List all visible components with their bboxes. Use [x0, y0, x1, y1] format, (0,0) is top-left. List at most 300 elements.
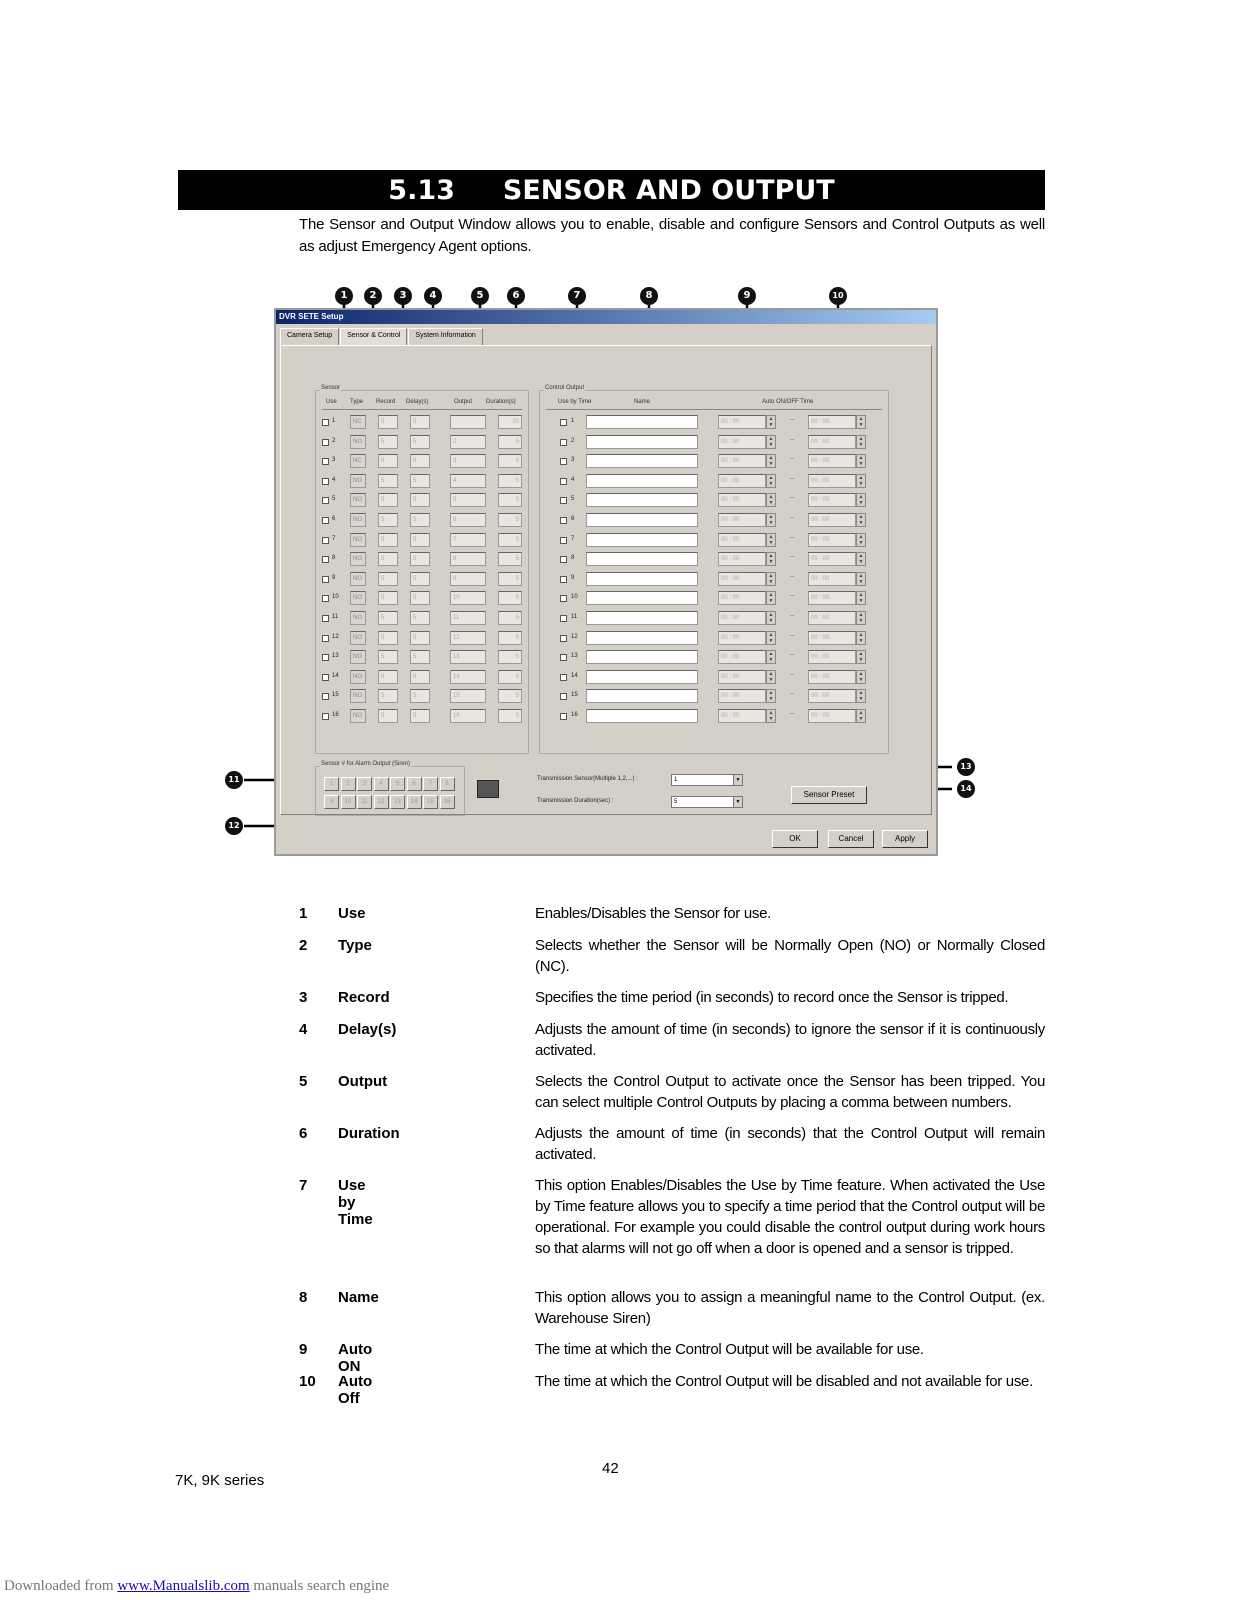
transmission-duration-select[interactable] — [671, 796, 743, 808]
time-separator: ~ — [790, 495, 795, 503]
auto-on-spinner[interactable] — [766, 572, 776, 586]
sensor-type-field[interactable]: NO — [350, 474, 366, 488]
sensor-output-field[interactable]: 11 — [450, 611, 486, 625]
auto-on-spinner[interactable] — [766, 650, 776, 664]
sensor-type-field[interactable]: NO — [350, 572, 366, 586]
sensor-use-checkbox[interactable] — [322, 615, 329, 622]
auto-off-spinner[interactable] — [856, 454, 866, 468]
tab-system-information[interactable]: System Information — [408, 328, 482, 346]
sensor-row — [316, 513, 528, 529]
window-titlebar: DVR SETE Setup — [276, 310, 936, 324]
auto-off-time-field[interactable]: 00 : 00 — [808, 415, 856, 429]
sensor-delay-field[interactable]: 5 — [410, 435, 430, 449]
time-separator: ~ — [790, 652, 795, 660]
auto-off-time-field[interactable]: 00 : 00 — [808, 454, 856, 468]
sensor-duration-field[interactable]: 5 — [498, 631, 522, 645]
sensor-use-checkbox[interactable] — [322, 517, 329, 524]
auto-off-spinner[interactable] — [856, 709, 866, 723]
sensor-use-checkbox[interactable] — [322, 556, 329, 563]
sensor-duration-field[interactable]: 5 — [498, 611, 522, 625]
auto-off-time-field[interactable]: 00 : 00 — [808, 670, 856, 684]
alarm-sensor-button[interactable]: 6 — [407, 777, 422, 791]
alarm-sensor-button[interactable]: 13 — [390, 795, 405, 809]
sensor-delay-field[interactable]: 5 — [410, 552, 430, 566]
sensor-duration-field[interactable]: 5 — [498, 435, 522, 449]
sensor-record-field[interactable]: 5 — [378, 493, 398, 507]
alarm-sensor-button[interactable]: 11 — [357, 795, 372, 809]
time-separator: ~ — [790, 534, 795, 542]
sensor-output-field[interactable]: 6 — [450, 513, 486, 527]
auto-on-spinner[interactable] — [766, 533, 776, 547]
spin-down-icon: ▼ — [768, 422, 774, 428]
control-name-field[interactable] — [586, 689, 698, 703]
alarm-sensor-button[interactable]: 3 — [357, 777, 372, 791]
sensor-use-checkbox[interactable] — [322, 713, 329, 720]
use-by-time-checkbox[interactable] — [560, 713, 567, 720]
sensor-row — [316, 454, 528, 470]
transmission-duration-label: Transmission Duration(sec) : — [537, 798, 614, 804]
sensor-row-number: 3 — [332, 457, 336, 464]
sensor-duration-field[interactable]: 5 — [498, 493, 522, 507]
sensor-record-field[interactable]: 5 — [378, 689, 398, 703]
sensor-record-field[interactable]: 5 — [378, 670, 398, 684]
sensor-use-checkbox[interactable] — [322, 537, 329, 544]
sensor-type-field[interactable]: NO — [350, 591, 366, 605]
sensor-use-checkbox[interactable] — [322, 478, 329, 485]
auto-off-time-field[interactable]: 00 : 00 — [808, 631, 856, 645]
sensor-record-field[interactable]: 5 — [378, 513, 398, 527]
auto-off-spinner[interactable] — [856, 474, 866, 488]
sensor-record-field[interactable]: 5 — [378, 572, 398, 586]
sensor-output-field[interactable]: 2 — [450, 435, 486, 449]
definition-number: 10 — [299, 1373, 316, 1390]
use-by-time-checkbox[interactable] — [560, 497, 567, 504]
spin-down-icon: ▼ — [768, 676, 774, 683]
sensor-preset-button[interactable]: Sensor Preset — [791, 786, 867, 804]
sensor-delay-field[interactable]: 5 — [410, 611, 430, 625]
use-by-time-checkbox[interactable] — [560, 556, 567, 563]
sensor-row — [316, 493, 528, 509]
auto-off-spinner[interactable] — [856, 670, 866, 684]
section-number: 5.13 — [388, 174, 455, 206]
control-name-field[interactable] — [586, 552, 698, 566]
apply-button[interactable]: Apply — [882, 830, 928, 848]
auto-on-spinner[interactable] — [766, 611, 776, 625]
callout-10: 10 — [829, 287, 847, 305]
sensor-record-field[interactable]: 5 — [378, 474, 398, 488]
auto-on-time-field[interactable]: 00 : 00 — [718, 454, 766, 468]
auto-off-time-field[interactable]: 00 : 00 — [808, 689, 856, 703]
sensor-output-field[interactable]: 5 — [450, 493, 486, 507]
sensor-record-field[interactable]: 5 — [378, 709, 398, 723]
sensor-row — [316, 533, 528, 549]
spin-up-icon: ▲ — [768, 533, 774, 540]
use-by-time-checkbox[interactable] — [560, 635, 567, 642]
callout-14: 14 — [957, 780, 975, 798]
sensor-use-checkbox[interactable] — [322, 576, 329, 583]
definition-term: Auto ON — [338, 1341, 373, 1375]
spin-down-icon: ▼ — [858, 500, 864, 507]
auto-off-spinner[interactable] — [856, 650, 866, 664]
auto-off-spinner[interactable] — [856, 552, 866, 566]
sensor-output-field[interactable]: 14 — [450, 670, 486, 684]
auto-on-spinner[interactable] — [766, 435, 776, 449]
auto-on-time-field[interactable]: 00 : 00 — [718, 572, 766, 586]
sensor-use-checkbox[interactable] — [322, 693, 329, 700]
use-by-time-checkbox[interactable] — [560, 693, 567, 700]
sensor-use-checkbox[interactable] — [322, 458, 329, 465]
sensor-row-number: 1 — [332, 418, 336, 424]
definition-description: The time at which the Control Output will be disabled and not available for use. — [535, 1373, 1033, 1390]
auto-off-spinner[interactable] — [856, 513, 866, 527]
auto-off-spinner[interactable] — [856, 435, 866, 449]
sensor-record-field[interactable]: 5 — [378, 611, 398, 625]
spin-up-icon: ▲ — [858, 494, 864, 501]
sensor-type-field[interactable]: NO — [350, 435, 366, 449]
sensor-output-field[interactable]: 4 — [450, 474, 486, 488]
sensor-duration-field[interactable]: 5 — [498, 474, 522, 488]
auto-on-time-field[interactable]: 00 : 00 — [718, 631, 766, 645]
auto-off-time-field[interactable]: 00 : 00 — [808, 650, 856, 664]
spin-up-icon: ▲ — [858, 455, 864, 462]
sensor-duration-field[interactable]: 5 — [498, 670, 522, 684]
auto-off-time-field[interactable]: 00 : 00 — [808, 709, 856, 723]
sensor-use-checkbox[interactable] — [322, 654, 329, 661]
sensor-use-checkbox[interactable] — [322, 635, 329, 642]
sensor-duration-field[interactable]: 5 — [498, 689, 522, 703]
auto-on-spinner[interactable] — [766, 709, 776, 723]
sensor-type-field[interactable]: NO — [350, 689, 366, 703]
auto-on-time-field[interactable]: 00 : 00 — [718, 689, 766, 703]
control-name-field[interactable] — [586, 474, 698, 488]
auto-off-time-field[interactable]: 00 : 00 — [808, 533, 856, 547]
sensor-row-number: 11 — [332, 614, 339, 620]
auto-on-spinner[interactable] — [766, 415, 776, 429]
alarm-sensor-button[interactable]: 10 — [341, 795, 356, 809]
control-name-field[interactable] — [586, 572, 698, 586]
definition-term: Record — [338, 989, 390, 1006]
sensor-record-field[interactable]: 5 — [378, 415, 398, 429]
definition-description: Adjusts the amount of time (in seconds) to ignore the sensor if it is continuously activated. — [535, 1021, 1045, 1059]
sensor-type-field[interactable]: NC — [350, 415, 366, 429]
sensor-duration-field[interactable]: 5 — [498, 533, 522, 547]
control-header-divider — [546, 409, 882, 410]
control-name-field[interactable] — [586, 709, 698, 723]
auto-on-time-field[interactable]: 00 : 00 — [718, 709, 766, 723]
auto-off-time-field[interactable]: 00 : 00 — [808, 474, 856, 488]
auto-on-time-field[interactable]: 00 : 00 — [718, 552, 766, 566]
auto-on-spinner[interactable] — [766, 474, 776, 488]
sensor-row — [316, 611, 528, 627]
spin-down-icon: ▼ — [768, 441, 774, 448]
sensor-duration-field[interactable]: 20 — [498, 415, 522, 429]
sensor-record-field[interactable]: 5 — [378, 454, 398, 468]
alarm-sensor-button[interactable]: 5 — [390, 777, 405, 791]
sensor-row — [316, 415, 528, 431]
sensor-delay-field[interactable]: 5 — [410, 415, 430, 429]
alarm-sensor-button[interactable]: 16 — [440, 795, 455, 809]
auto-on-spinner[interactable] — [766, 454, 776, 468]
sensor-row — [316, 709, 528, 725]
spin-down-icon: ▼ — [858, 716, 864, 722]
sensor-output-field[interactable]: 9 — [450, 572, 486, 586]
sensor-output-field[interactable]: 7 — [450, 533, 486, 547]
use-by-time-checkbox[interactable] — [560, 478, 567, 485]
sensor-type-field[interactable]: NO — [350, 513, 366, 527]
sensor-row — [316, 474, 528, 490]
use-by-time-checkbox[interactable] — [560, 654, 567, 661]
sensor-delay-field[interactable]: 5 — [410, 670, 430, 684]
sensor-type-field[interactable]: NO — [350, 493, 366, 507]
control-row-number: 14 — [571, 672, 578, 679]
control-name-field[interactable] — [586, 631, 698, 645]
spin-down-icon: ▼ — [768, 520, 774, 526]
sensor-delay-field[interactable]: 5 — [410, 454, 430, 468]
auto-off-spinner[interactable] — [856, 572, 866, 586]
auto-off-spinner[interactable] — [856, 493, 866, 507]
auto-off-time-field[interactable]: 00 : 00 — [808, 435, 856, 449]
spin-down-icon: ▼ — [858, 637, 864, 644]
time-separator: ~ — [790, 456, 795, 464]
ok-button[interactable]: OK — [772, 830, 818, 848]
auto-on-spinner[interactable] — [766, 493, 776, 507]
control-row-number: 13 — [571, 653, 578, 660]
sensor-delay-field[interactable]: 5 — [410, 513, 430, 527]
sensor-type-field[interactable]: NO — [350, 631, 366, 645]
sensor-use-checkbox[interactable] — [322, 497, 329, 504]
callout-1: 1 — [335, 287, 353, 305]
control-name-field[interactable] — [586, 611, 698, 625]
control-row-number: 11 — [571, 614, 578, 620]
control-name-field[interactable] — [586, 591, 698, 605]
sensor-record-field[interactable]: 5 — [378, 435, 398, 449]
control-name-field[interactable] — [586, 435, 698, 449]
use-by-time-checkbox[interactable] — [560, 439, 567, 446]
auto-off-spinner[interactable] — [856, 591, 866, 605]
spin-up-icon: ▲ — [858, 435, 864, 442]
definition-number: 8 — [299, 1289, 308, 1306]
control-output-row — [540, 435, 888, 451]
sensor-row — [316, 650, 528, 666]
time-separator: ~ — [790, 671, 795, 679]
control-output-row — [540, 552, 888, 568]
sensor-type-field[interactable]: NO — [350, 552, 366, 566]
control-name-field[interactable] — [586, 650, 698, 664]
cancel-button[interactable]: Cancel — [828, 830, 874, 848]
alarm-sensor-button[interactable]: 12 — [374, 795, 389, 809]
sensor-duration-field[interactable]: 5 — [498, 572, 522, 586]
sensor-use-checkbox[interactable] — [322, 439, 329, 446]
callout-6: 6 — [507, 287, 525, 305]
use-by-time-checkbox[interactable] — [560, 419, 567, 426]
header-use-by-time: Use by Time — [558, 399, 592, 405]
sensor-row-number: 15 — [332, 692, 339, 699]
callout-2: 2 — [364, 287, 382, 305]
spin-up-icon: ▲ — [858, 670, 864, 677]
auto-on-spinner[interactable] — [766, 631, 776, 645]
sensor-output-field[interactable]: 16 — [450, 709, 486, 723]
setup-window-screenshot — [274, 308, 938, 856]
auto-off-time-field[interactable]: 00 : 00 — [808, 552, 856, 566]
alarm-sensor-button[interactable]: 14 — [407, 795, 422, 809]
control-name-field[interactable] — [586, 493, 698, 507]
header-duration: Duration(s) — [486, 399, 516, 405]
auto-on-spinner[interactable] — [766, 513, 776, 527]
auto-on-time-field[interactable]: 00 : 00 — [718, 533, 766, 547]
sensor-delay-field[interactable]: 5 — [410, 689, 430, 703]
sensor-type-field[interactable]: NO — [350, 709, 366, 723]
auto-on-time-field[interactable]: 00 : 00 — [718, 650, 766, 664]
use-by-time-checkbox[interactable] — [560, 458, 567, 465]
spin-down-icon: ▼ — [768, 559, 774, 566]
alarm-sensor-button[interactable]: 7 — [423, 777, 438, 791]
use-by-time-checkbox[interactable] — [560, 674, 567, 681]
time-separator: ~ — [790, 691, 795, 699]
tab-sensor-control[interactable]: Sensor & Control — [340, 328, 407, 346]
sensor-delay-field[interactable]: 5 — [410, 709, 430, 723]
manualslib-link[interactable]: www.Manualslib.com — [117, 1578, 250, 1594]
transmission-sensor-select[interactable] — [671, 774, 743, 786]
definition-number: 3 — [299, 989, 308, 1006]
use-by-time-checkbox[interactable] — [560, 517, 567, 524]
use-by-time-checkbox[interactable] — [560, 595, 567, 602]
spin-up-icon: ▲ — [768, 592, 774, 599]
sensor-use-checkbox[interactable] — [322, 674, 329, 681]
auto-on-time-field[interactable]: 00 : 00 — [718, 611, 766, 625]
sensor-type-field[interactable]: NC — [350, 454, 366, 468]
control-output-row — [540, 415, 888, 431]
callout-4: 4 — [424, 287, 442, 305]
alarm-sensor-button[interactable]: 9 — [324, 795, 339, 809]
spin-up-icon: ▲ — [768, 670, 774, 677]
sensor-duration-field[interactable]: 5 — [498, 552, 522, 566]
sensor-type-field[interactable]: NO — [350, 650, 366, 664]
sensor-duration-field[interactable]: 5 — [498, 709, 522, 723]
control-name-field[interactable] — [586, 670, 698, 684]
auto-on-time-field[interactable]: 00 : 00 — [718, 474, 766, 488]
auto-on-time-field[interactable]: 00 : 00 — [718, 493, 766, 507]
control-output-row — [540, 670, 888, 686]
auto-off-spinner[interactable] — [856, 611, 866, 625]
control-output-row — [540, 454, 888, 470]
sensor-output-field[interactable]: 12 — [450, 631, 486, 645]
alarm-sensor-button[interactable]: 2 — [341, 777, 356, 791]
time-separator: ~ — [790, 613, 795, 620]
sensor-delay-field[interactable]: 5 — [410, 591, 430, 605]
auto-off-spinner[interactable] — [856, 631, 866, 645]
use-by-time-checkbox[interactable] — [560, 537, 567, 544]
sensor-duration-field[interactable]: 5 — [498, 650, 522, 664]
spin-up-icon: ▲ — [768, 455, 774, 462]
definition-description: Specifies the time period (in seconds) to record once the Sensor is tripped. — [535, 989, 1009, 1006]
spin-down-icon: ▼ — [768, 461, 774, 468]
sensor-delay-field[interactable]: 5 — [410, 631, 430, 645]
spin-down-icon: ▼ — [858, 441, 864, 448]
auto-off-time-field[interactable]: 00 : 00 — [808, 591, 856, 605]
sensor-delay-field[interactable]: 5 — [410, 572, 430, 586]
use-by-time-checkbox[interactable] — [560, 615, 567, 622]
sensor-duration-field[interactable]: 5 — [498, 454, 522, 468]
auto-off-time-field[interactable]: 00 : 00 — [808, 611, 856, 625]
control-name-field[interactable] — [586, 533, 698, 547]
sensor-duration-field[interactable]: 5 — [498, 591, 522, 605]
control-output-row — [540, 611, 888, 627]
control-name-field[interactable] — [586, 513, 698, 527]
auto-on-spinner[interactable] — [766, 552, 776, 566]
footer-suffix: manuals search engine — [249, 1578, 390, 1594]
alarm-output-group — [315, 761, 465, 816]
auto-on-spinner[interactable] — [766, 689, 776, 703]
auto-off-spinner[interactable] — [856, 689, 866, 703]
sensor-record-field[interactable]: 5 — [378, 552, 398, 566]
spin-up-icon: ▲ — [768, 435, 774, 442]
sensor-type-field[interactable]: NO — [350, 670, 366, 684]
auto-off-time-field[interactable]: 00 : 00 — [808, 513, 856, 527]
definition-term: Use by Time — [338, 1177, 373, 1228]
spin-up-icon: ▲ — [768, 416, 774, 422]
use-by-time-checkbox[interactable] — [560, 576, 567, 583]
sensor-delay-field[interactable]: 5 — [410, 493, 430, 507]
auto-on-time-field[interactable]: 00 : 00 — [718, 591, 766, 605]
alarm-sensor-button[interactable]: 8 — [440, 777, 455, 791]
auto-off-spinner[interactable] — [856, 533, 866, 547]
sensor-row — [316, 435, 528, 451]
sensor-record-field[interactable]: 5 — [378, 650, 398, 664]
alarm-sensor-button[interactable]: 4 — [374, 777, 389, 791]
sensor-output-field[interactable]: 3 — [450, 454, 486, 468]
transmission-duration-value: 5 — [674, 799, 678, 805]
auto-off-time-field[interactable]: 00 : 00 — [808, 572, 856, 586]
sensor-output-field[interactable]: 8 — [450, 552, 486, 566]
auto-on-time-field[interactable]: 00 : 00 — [718, 670, 766, 684]
sensor-row-number: 8 — [332, 555, 336, 562]
sensor-record-field[interactable]: 5 — [378, 533, 398, 547]
auto-off-time-field[interactable]: 00 : 00 — [808, 493, 856, 507]
sensor-row-number: 10 — [332, 594, 339, 601]
spin-up-icon: ▲ — [858, 592, 864, 599]
keyboard-icon[interactable] — [477, 780, 499, 798]
auto-off-spinner[interactable] — [856, 415, 866, 429]
sensor-delay-field[interactable]: 5 — [410, 474, 430, 488]
sensor-type-field[interactable]: NO — [350, 611, 366, 625]
sensor-duration-field[interactable]: 5 — [498, 513, 522, 527]
auto-on-time-field[interactable]: 00 : 00 — [718, 513, 766, 527]
sensor-use-checkbox[interactable] — [322, 595, 329, 602]
sensor-output-field[interactable]: 10 — [450, 591, 486, 605]
sensor-type-field[interactable]: NO — [350, 533, 366, 547]
auto-on-time-field[interactable]: 00 : 00 — [718, 435, 766, 449]
sensor-output-field[interactable]: 15 — [450, 689, 486, 703]
alarm-sensor-button[interactable]: 1 — [324, 777, 339, 791]
sensor-output-field[interactable]: 13 — [450, 650, 486, 664]
auto-on-time-field[interactable]: 00 : 00 — [718, 415, 766, 429]
control-name-field[interactable] — [586, 415, 698, 429]
control-name-field[interactable] — [586, 454, 698, 468]
auto-on-spinner[interactable] — [766, 670, 776, 684]
sensor-output-field[interactable] — [450, 415, 486, 429]
callout-7: 7 — [568, 287, 586, 305]
definition-term: Auto Off — [338, 1373, 373, 1407]
sensor-delay-field[interactable]: 5 — [410, 533, 430, 547]
sensor-record-field[interactable]: 5 — [378, 591, 398, 605]
auto-on-spinner[interactable] — [766, 591, 776, 605]
time-separator: ~ — [790, 515, 795, 522]
sensor-use-checkbox[interactable] — [322, 419, 329, 426]
tab-camera-setup[interactable]: Camera Setup — [280, 328, 339, 346]
sensor-record-field[interactable]: 5 — [378, 631, 398, 645]
sensor-delay-field[interactable]: 5 — [410, 650, 430, 664]
alarm-sensor-button[interactable]: 15 — [423, 795, 438, 809]
